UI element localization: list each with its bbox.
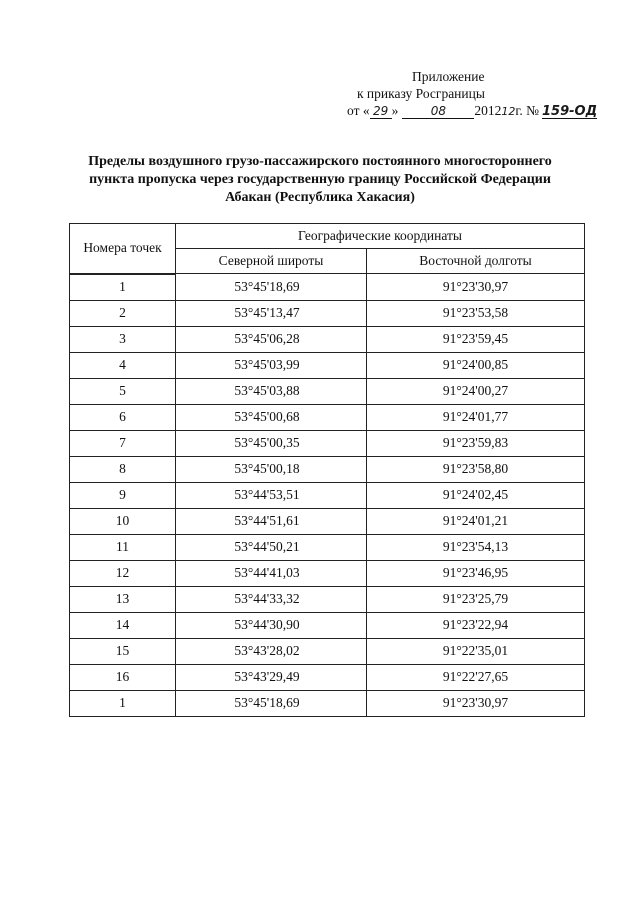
- table-row: [70, 612, 585, 638]
- longitude-cell: 91°23'58,80: [367, 456, 585, 482]
- point-number-cell: 15: [70, 638, 176, 664]
- point-number-cell: 13: [70, 586, 176, 612]
- point-number-cell: 1: [70, 274, 176, 301]
- latitude-cell: 53°44'51,61: [176, 508, 367, 534]
- longitude-cell: 91°24'01,77: [367, 404, 585, 430]
- table-body: [70, 274, 585, 717]
- longitude-cell: 91°24'02,45: [367, 482, 585, 508]
- point-number-cell: 14: [70, 612, 176, 638]
- date-month-handwritten: 08: [430, 104, 446, 118]
- latitude-cell: 53°44'41,03: [176, 560, 367, 586]
- column-header-latitude: Северной широты: [176, 249, 367, 274]
- latitude-cell: 53°44'53,51: [176, 482, 367, 508]
- latitude-cell: 53°45'00,18: [176, 456, 367, 482]
- table-row: [70, 664, 585, 690]
- longitude-cell: 91°23'22,94: [367, 612, 585, 638]
- latitude-cell: 53°44'33,32: [176, 586, 367, 612]
- title-line-2: пункта пропуска через государственную границу Российской Федерации: [89, 172, 551, 187]
- table-row: [70, 586, 585, 612]
- date-year-prefix: 2012: [474, 103, 502, 118]
- longitude-cell: 91°23'54,13: [367, 534, 585, 560]
- table-row: [70, 560, 585, 586]
- latitude-cell: 53°43'29,49: [176, 664, 367, 690]
- latitude-cell: 53°45'06,28: [176, 326, 367, 352]
- order-number-handwritten: 159-ОД: [542, 104, 598, 119]
- longitude-cell: 91°23'30,97: [367, 690, 585, 716]
- column-header-points: Номера точек: [70, 224, 176, 274]
- latitude-cell: 53°44'50,21: [176, 534, 367, 560]
- longitude-cell: 91°24'01,21: [367, 508, 585, 534]
- latitude-cell: 53°45'03,99: [176, 352, 367, 378]
- order-number-field: [542, 104, 597, 119]
- point-number-cell: 9: [70, 482, 176, 508]
- latitude-cell: 53°44'30,90: [176, 612, 367, 638]
- point-number-cell: 10: [70, 508, 176, 534]
- date-day-handwritten: 29: [372, 104, 389, 118]
- longitude-cell: 91°23'46,95: [367, 560, 585, 586]
- coordinates-table: [69, 223, 585, 717]
- column-header-coordinates: Географические координаты: [176, 224, 585, 249]
- date-prefix: от «: [347, 103, 370, 118]
- table-row: [70, 482, 585, 508]
- latitude-cell: 53°45'00,68: [176, 404, 367, 430]
- date-separator: »: [391, 103, 399, 118]
- longitude-cell: 91°23'25,79: [367, 586, 585, 612]
- order-date-line: [347, 102, 597, 120]
- latitude-cell: 53°45'13,47: [176, 300, 367, 326]
- title-line-1: Пределы воздушного грузо-пассажирского постоянного многостороннего: [88, 154, 552, 169]
- table-header-row: [70, 224, 585, 249]
- latitude-cell: 53°45'18,69: [176, 274, 367, 301]
- latitude-cell: 53°45'18,69: [176, 690, 367, 716]
- point-number-cell: 6: [70, 404, 176, 430]
- latitude-cell: 53°43'28,02: [176, 638, 367, 664]
- table-row: [70, 326, 585, 352]
- table-header: [70, 224, 585, 274]
- longitude-cell: 91°23'30,97: [367, 274, 585, 301]
- point-number-cell: 3: [70, 326, 176, 352]
- document-title: [40, 153, 600, 207]
- point-number-cell: 5: [70, 378, 176, 404]
- table-row: [70, 638, 585, 664]
- longitude-cell: 91°23'59,45: [367, 326, 585, 352]
- date-year-handwritten: 12: [501, 105, 516, 118]
- appendix-label: Приложение: [412, 69, 485, 84]
- point-number-cell: 8: [70, 456, 176, 482]
- point-number-cell: 4: [70, 352, 176, 378]
- table-row: [70, 430, 585, 456]
- point-number-cell: 11: [70, 534, 176, 560]
- date-day-field: [370, 104, 392, 119]
- longitude-cell: 91°24'00,85: [367, 352, 585, 378]
- order-reference: к приказу Росграницы: [357, 86, 485, 101]
- table-row: [70, 352, 585, 378]
- number-label: г. №: [515, 103, 540, 118]
- table-row: [70, 456, 585, 482]
- latitude-cell: 53°45'00,35: [176, 430, 367, 456]
- table-row: [70, 404, 585, 430]
- longitude-cell: 91°23'53,58: [367, 300, 585, 326]
- date-month-field: [402, 104, 474, 119]
- table-row: [70, 300, 585, 326]
- longitude-cell: 91°22'27,65: [367, 664, 585, 690]
- table-row: [70, 534, 585, 560]
- point-number-cell: 7: [70, 430, 176, 456]
- table-row: [70, 274, 585, 301]
- table-row: [70, 508, 585, 534]
- longitude-cell: 91°22'35,01: [367, 638, 585, 664]
- table-row: [70, 378, 585, 404]
- point-number-cell: 12: [70, 560, 176, 586]
- table-row: [70, 690, 585, 716]
- longitude-cell: 91°24'00,27: [367, 378, 585, 404]
- point-number-cell: 16: [70, 664, 176, 690]
- latitude-cell: 53°45'03,88: [176, 378, 367, 404]
- longitude-cell: 91°23'59,83: [367, 430, 585, 456]
- column-header-longitude: Восточной долготы: [367, 249, 585, 274]
- title-line-3: Абакан (Республика Хакасия): [225, 190, 415, 205]
- point-number-cell: 2: [70, 300, 176, 326]
- point-number-cell: 1: [70, 690, 176, 716]
